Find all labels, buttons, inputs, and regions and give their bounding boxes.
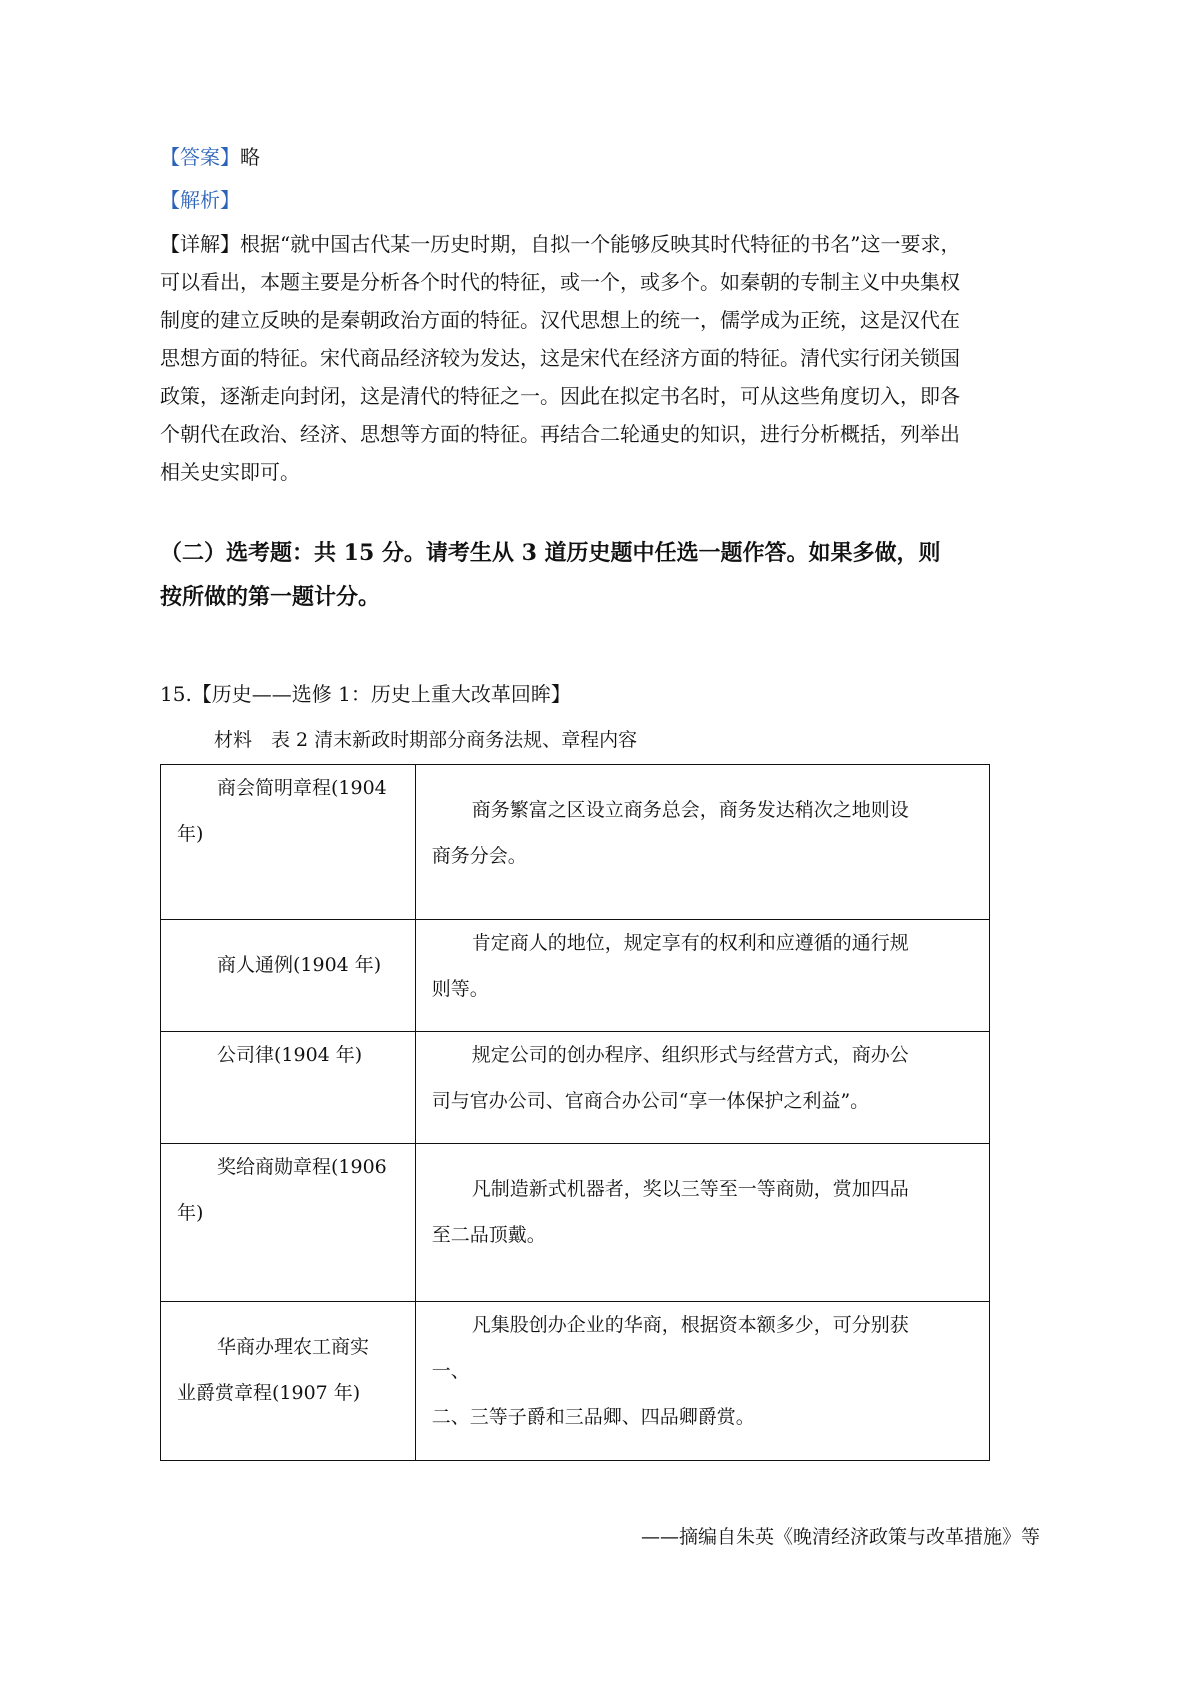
- regulation-name: 华商办理农工商实: [217, 1336, 370, 1358]
- regulation-content-cell: [415, 920, 989, 1032]
- regulation-content-cell: [415, 1302, 989, 1461]
- answer-value: 略: [240, 145, 260, 169]
- answer-label: 【答案】: [160, 145, 240, 169]
- regulation-name-cell: [161, 765, 416, 920]
- table-row: [161, 920, 990, 1032]
- section-heading-line: 按所做的第一题计分。: [160, 584, 381, 610]
- detail-line: 政策，逐渐走向封闭，这是清代的特征之一。因此在拟定书名时，可从这些角度切入，即各: [160, 384, 960, 408]
- detail-line: 相关史实即可。: [160, 460, 300, 484]
- detail-line: 思想方面的特征。宋代商品经济较为发达，这是宋代在经济方面的特征。清代实行闭关锁国: [160, 346, 960, 370]
- regulation-content: 凡集股创办企业的华商，根据资本额多少，可分别获: [471, 1314, 909, 1336]
- regulation-content: 至二品顶戴。: [431, 1224, 546, 1246]
- regulation-content: 二、三等子爵和三品卿、四品卿爵赏。: [431, 1406, 755, 1428]
- regulation-name: 公司律(1904 年): [217, 1044, 363, 1066]
- regulation-content-cell: [415, 1032, 989, 1144]
- regulation-name-cell: [161, 1144, 416, 1302]
- analysis-label: 【解析】: [160, 188, 240, 212]
- regulation-content: 一、: [431, 1360, 470, 1382]
- regulation-name: 商人通例(1904 年): [217, 954, 382, 976]
- regulation-content: 肯定商人的地位，规定享有的权利和应遵循的通行规: [471, 932, 909, 954]
- regulation-content: 规定公司的创办程序、组织形式与经营方式，商办公: [471, 1044, 909, 1066]
- source-citation: ——摘编自朱英《晚清经济政策与改革措施》等: [640, 1526, 1040, 1548]
- table-row: [161, 1032, 990, 1144]
- regulation-name-cell: [161, 1032, 416, 1144]
- table-row: [161, 765, 990, 920]
- regulation-content: 商务繁富之区设立商务总会，商务发达稍次之地则设: [471, 799, 909, 821]
- detail-paragraph: [160, 225, 1040, 491]
- regulation-content-cell: [415, 765, 989, 920]
- detail-line: 可以看出，本题主要是分析各个时代的特征，或一个，或多个。如秦朝的专制主义中央集权: [160, 270, 960, 294]
- regulation-content: 司与官办公司、官商合办公司“享一体保护之利益”。: [431, 1090, 870, 1112]
- regulation-content: 则等。: [431, 978, 489, 1000]
- regulation-name: 业爵赏章程(1907 年): [177, 1382, 361, 1404]
- regulation-name: 年): [177, 823, 204, 845]
- section-heading: [160, 531, 1040, 619]
- regulation-content-cell: [415, 1144, 989, 1302]
- regulation-name-cell: [161, 920, 416, 1032]
- regulation-name: 年): [177, 1202, 204, 1224]
- regulation-content: 凡制造新式机器者，奖以三等至一等商勋，赏加四品: [471, 1178, 909, 1200]
- table-row: [161, 1144, 990, 1302]
- regulation-name-cell: [161, 1302, 416, 1461]
- question-title: 15.【历史——选修 1：历史上重大改革回眸】: [160, 682, 571, 706]
- detail-line: 制度的建立反映的是秦朝政治方面的特征。汉代思想上的统一，儒学成为正统，这是汉代在: [160, 308, 960, 332]
- regulation-content: 商务分会。: [431, 845, 527, 867]
- table-caption: 材料 表 2 清末新政时期部分商务法规、章程内容: [214, 729, 638, 751]
- regulation-name: 奖给商勋章程(1906: [217, 1156, 387, 1178]
- regulation-name: 商会简明章程(1904: [217, 777, 387, 799]
- table-row: [161, 1302, 990, 1461]
- detail-line: 【详解】根据“就中国古代某一历史时期，自拟一个能够反映其时代特征的书名”这一要求，: [160, 232, 961, 256]
- answer-line: [160, 143, 260, 171]
- regulations-table: [160, 764, 990, 1461]
- section-heading-line: （二）选考题：共 15 分。请考生从 3 道历史题中任选一题作答。如果多做，则: [160, 540, 941, 566]
- detail-line: 个朝代在政治、经济、思想等方面的特征。再结合二轮通史的知识，进行分析概括，列举出: [160, 422, 960, 446]
